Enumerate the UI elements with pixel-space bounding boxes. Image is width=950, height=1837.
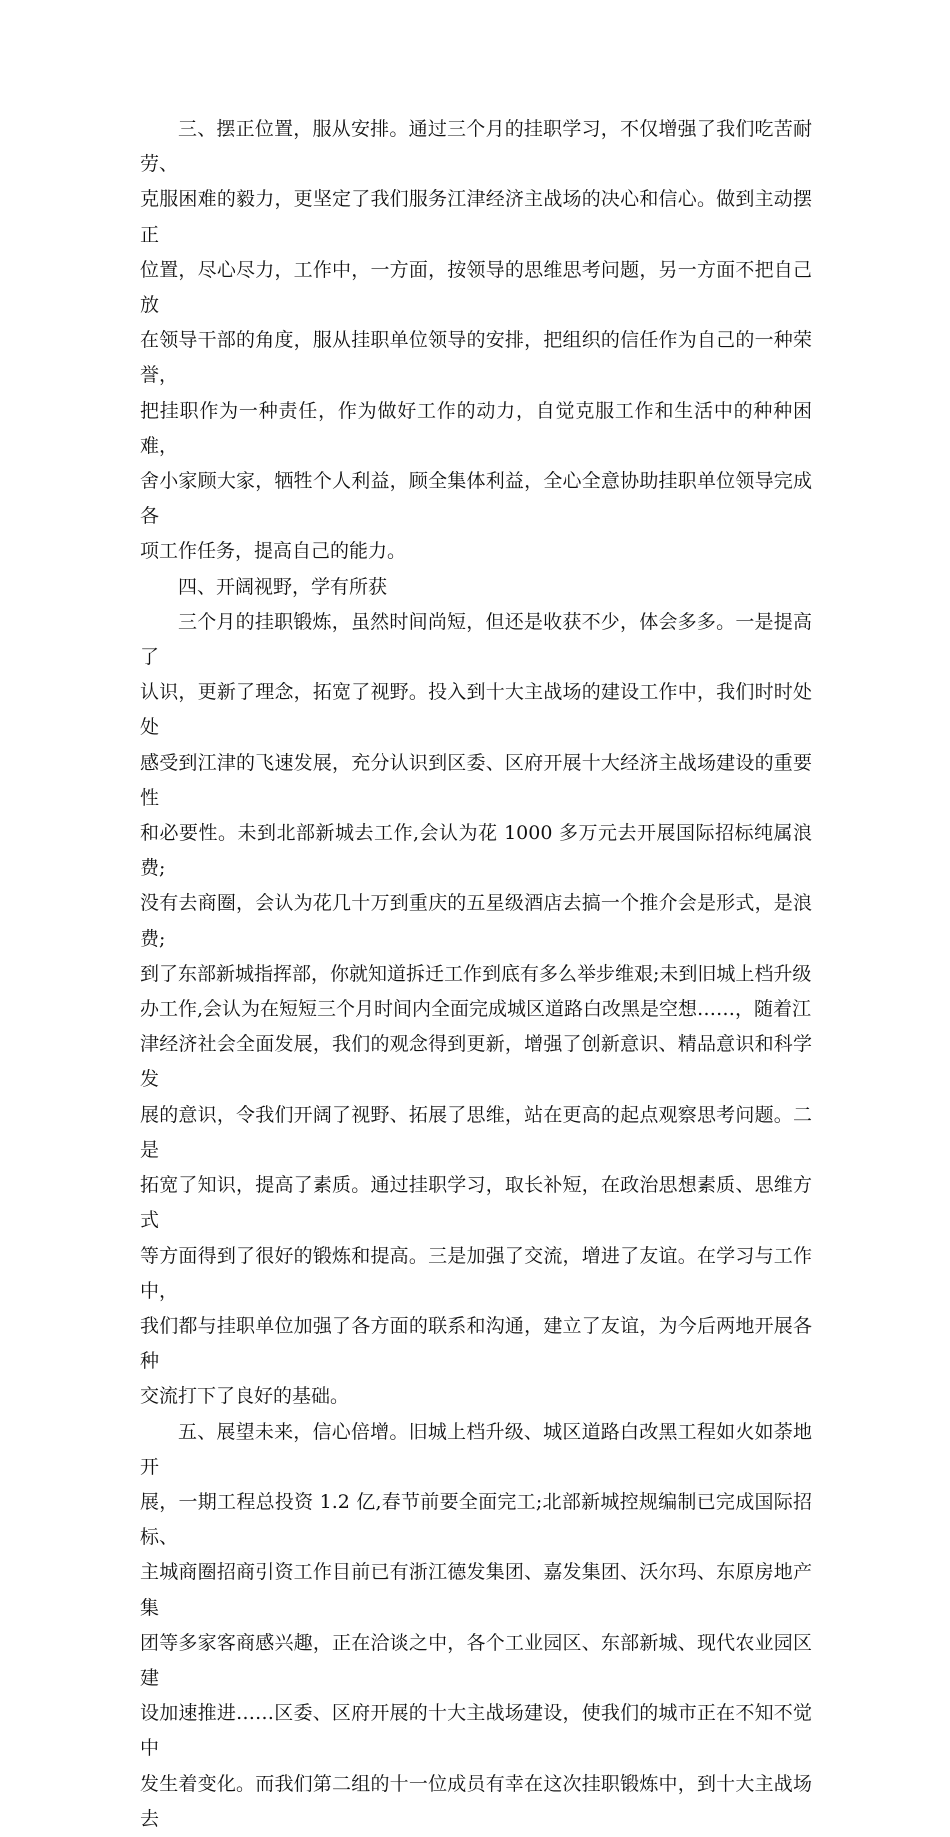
text-line: 津经济社会全面发展，我们的观念得到更新，增强了创新意识、精品意识和科学发	[140, 1033, 812, 1091]
text-line: 三、摆正位置，服从安排。通过三个月的挂职学习，不仅增强了我们吃苦耐劳、	[140, 118, 812, 176]
text-line: 把挂职作为一种责任，作为做好工作的动力，自觉克服工作和生活中的种种困难，	[140, 399, 812, 457]
text-line: 认识，更新了理念，拓宽了视野。投入到十大主战场的建设工作中，我们时时处处	[140, 681, 812, 739]
text-line: 五、展望未来，信心倍增。旧城上档升级、城区道路白改黑工程如火如荼地开	[140, 1420, 812, 1478]
text-line: 拓宽了知识，提高了素质。通过挂职学习，取长补短，在政治思想素质、思维方式	[140, 1174, 812, 1232]
paragraph-gains	[140, 605, 812, 1415]
paragraph-position-obedience	[140, 112, 812, 570]
text-line: 办工作,会认为在短短三个月时间内全面完成城区道路白改黑是空想……，随着江	[140, 998, 812, 1021]
section-heading-broaden-vision	[140, 570, 812, 605]
text-line: 等方面得到了很好的锻炼和提高。三是加强了交流，增进了友谊。在学习与工作中，	[140, 1244, 812, 1302]
text-line: 在领导干部的角度，服从挂职单位领导的安排，把组织的信任作为自己的一种荣誉，	[140, 329, 812, 387]
paragraph-outlook	[140, 1415, 812, 1837]
document-body	[140, 112, 812, 1837]
text-line: 交流打下了良好的基础。	[140, 1385, 350, 1408]
text-line: 三个月的挂职锻炼，虽然时间尚短，但还是收获不少，体会多多。一是提高了	[140, 610, 812, 669]
text-line: 没有去商圈，会认为花几十万到重庆的五星级酒店去搞一个推介会是形式，是浪费;	[140, 892, 812, 950]
text-line: 展，一期工程总投资 1.2 亿,春节前要全面完工;北部新城控规编制已完成国际招标、	[140, 1490, 812, 1549]
text-line: 位置，尽心尽力，工作中，一方面，按领导的思维思考问题，另一方面不把自己放	[140, 258, 812, 317]
text-line: 项工作任务，提高自己的能力。	[140, 540, 407, 563]
text-line: 发生着变化。而我们第二组的十一位成员有幸在这次挂职锻炼中，到十大主战场去	[140, 1772, 812, 1830]
text-line: 主城商圈招商引资工作目前已有浙江德发集团、嘉发集团、沃尔玛、东原房地产集	[140, 1561, 812, 1619]
text-line: 感受到江津的飞速发展，充分认识到区委、区府开展十大经济主战场建设的重要性	[140, 751, 812, 809]
text-line: 我们都与挂职单位加强了各方面的联系和沟通，建立了友谊，为今后两地开展各种	[140, 1314, 812, 1373]
text-line: 克服困难的毅力，更坚定了我们服务江津经济主战场的决心和信心。做到主动摆正	[140, 188, 812, 246]
text-line: 舍小家顾大家，牺牲个人利益，顾全集体利益，全心全意协助挂职单位领导完成各	[140, 470, 812, 528]
heading-line: 四、开阔视野，学有所获	[178, 575, 388, 598]
text-line: 到了东部新城指挥部，你就知道拆迁工作到底有多么举步维艰;未到旧城上档升级	[140, 962, 812, 985]
text-line: 团等多家客商感兴趣，正在洽谈之中，各个工业园区、东部新城、现代农业园区建	[140, 1631, 812, 1689]
text-line: 展的意识，令我们开阔了视野、拓展了思维，站在更高的起点观察思考问题。二是	[140, 1103, 812, 1161]
text-line: 和必要性。未到北部新城去工作,会认为花 1000 多万元去开展国际招标纯属浪费;	[140, 822, 812, 880]
text-line: 设加速推进……区委、区府开展的十大主战场建设，使我们的城市正在不知不觉中	[140, 1702, 812, 1760]
